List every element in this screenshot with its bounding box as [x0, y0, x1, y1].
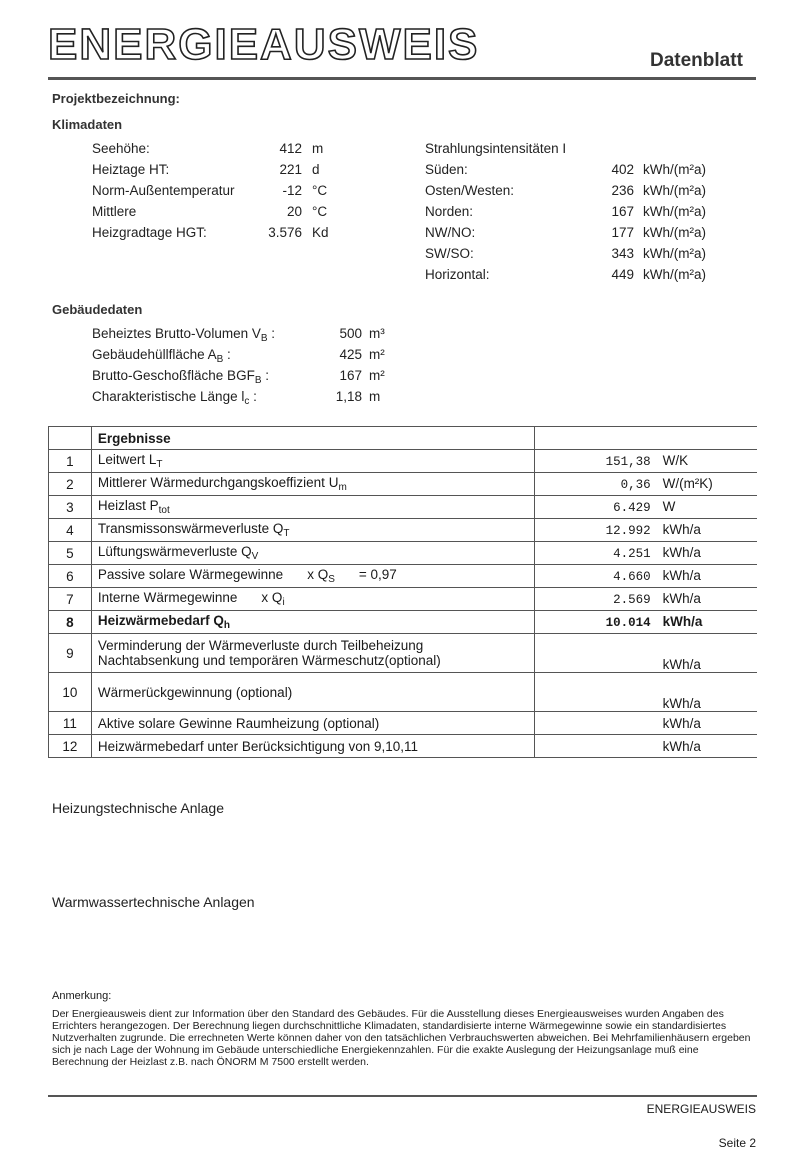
- row-label-text: Passive solare Wärmegewinne: [97, 567, 284, 582]
- strahlung-value: 236: [611, 183, 634, 198]
- row-label-text: Interne Wärmegewinne: [97, 590, 238, 605]
- gebaeude-label-sub: c: [244, 396, 250, 407]
- row-label-text: Wärmerückgewinnung (optional): [97, 684, 293, 700]
- row-unit: W: [662, 499, 676, 514]
- row-unit: kWh/a: [662, 715, 701, 731]
- row-number: 5: [49, 542, 92, 565]
- row-value: 4.251: [613, 547, 651, 561]
- anmerkung-heading: Anmerkung:: [52, 990, 112, 1002]
- strahlung-unit: kWh/(m²a): [643, 204, 706, 219]
- row-label-sub: h: [223, 620, 230, 631]
- row-unit: kWh/a: [662, 545, 701, 560]
- row-label: [91, 712, 534, 735]
- row-label: [91, 588, 534, 611]
- row-label-sub: T: [283, 528, 290, 539]
- row-label-sub: m: [338, 482, 347, 493]
- klima-unit: d: [312, 162, 320, 177]
- strahlung-unit: kWh/(m²a): [643, 162, 706, 177]
- row-label: [91, 496, 534, 519]
- row-unit: kWh/a: [662, 568, 701, 583]
- table-row: [49, 473, 758, 496]
- gebaeude-value: 425: [339, 347, 362, 362]
- row-label: [91, 565, 534, 588]
- table-row: [49, 735, 758, 758]
- gebaeude-label-suffix: :: [267, 326, 276, 341]
- row-unit: kWh/a: [662, 614, 703, 629]
- row-label-line: [98, 716, 528, 731]
- gebaeude-label-sub: B: [260, 333, 268, 344]
- gebaeude-label-sub: B: [216, 354, 224, 365]
- results-header-num: [49, 427, 92, 450]
- row-unit: kWh/a: [662, 591, 701, 606]
- row-label-text: Lüftungswärmeverluste Q: [97, 544, 252, 559]
- row-value-cell: [534, 450, 757, 473]
- row-number: 4: [49, 519, 92, 542]
- row-value: 10.014: [605, 616, 651, 630]
- klima-unit: Kd: [312, 225, 329, 240]
- row-number: 1: [49, 450, 92, 473]
- table-row: [49, 450, 758, 473]
- table-row: [49, 565, 758, 588]
- strahlung-value: 343: [611, 246, 634, 261]
- row-number: 12: [49, 735, 92, 758]
- table-row: [49, 519, 758, 542]
- row-label-text: Aktive solare Gewinne Raumheizung (optional): [97, 715, 380, 731]
- klima-unit: °C: [312, 183, 328, 198]
- footer-divider: [48, 1095, 757, 1097]
- row-label: [91, 450, 534, 473]
- row-unit: kWh/a: [662, 738, 701, 754]
- row-label-text: Leitwert L: [97, 452, 157, 467]
- klima-label: Norm-Außentemperatur: [92, 183, 235, 198]
- klima-value: -12: [282, 183, 302, 198]
- strahlung-unit: kWh/(m²a): [643, 225, 706, 240]
- table-row: [49, 634, 758, 673]
- row-value: 4.660: [613, 570, 651, 584]
- row-value-cell: [534, 565, 757, 588]
- row-label-line: [98, 544, 528, 562]
- row-label-line: [98, 498, 528, 516]
- row-number: 9: [49, 634, 92, 673]
- row-label-factor-sub: S: [328, 574, 335, 585]
- heizung-label: Heizungstechnische Anlage: [52, 800, 225, 816]
- row-value: 12.992: [605, 524, 651, 538]
- row-unit: kWh/a: [662, 522, 701, 537]
- row-label-text: Heizwärmebedarf unter Berücksichtigung von 9,10,11: [97, 738, 419, 754]
- row-unit: W/(m²K): [662, 476, 713, 491]
- strahlung-label: NW/NO:: [425, 225, 476, 240]
- row-label: [91, 634, 534, 673]
- document-subtitle: Datenblatt: [650, 50, 743, 71]
- row-value-cell: [534, 673, 757, 712]
- strahlung-unit: kWh/(m²a): [643, 246, 706, 261]
- row-label-line: [98, 613, 528, 631]
- gebaeude-value: 500: [339, 326, 362, 341]
- gebaeude-unit: m: [369, 389, 381, 404]
- klima-value: 3.576: [268, 225, 302, 240]
- klimadaten-heading: Klimadaten: [52, 117, 123, 132]
- gebaeudedaten-heading: Gebäudedaten: [52, 302, 143, 317]
- strahlung-label: Norden:: [425, 204, 474, 219]
- table-row: [49, 588, 758, 611]
- strahlung-heading: Strahlungsintensitäten I: [425, 141, 567, 156]
- results-heading: Ergebnisse: [91, 427, 534, 450]
- gebaeude-label: [92, 389, 257, 407]
- row-label-text: Transmissonswärmeverluste Q: [97, 521, 284, 536]
- row-label-text: Mittlerer Wärmedurchgangskoeffizient U: [97, 475, 339, 490]
- gebaeude-label-text: Brutto-Geschoßfläche BGF: [92, 368, 255, 383]
- row-number: 10: [49, 673, 92, 712]
- row-label-text: Heizwärmebedarf Q: [97, 613, 224, 628]
- project-label: Projektbezeichnung:: [52, 91, 180, 106]
- row-value-cell: [534, 611, 757, 634]
- row-label-factor-value: = 0,97: [358, 567, 397, 582]
- row-label: [91, 611, 534, 634]
- table-row: [49, 673, 758, 712]
- row-value: 0,36: [620, 478, 651, 492]
- warmwasser-label: Warmwassertechnische Anlagen: [52, 894, 255, 910]
- table-row: [49, 542, 758, 565]
- row-value-cell: [534, 473, 757, 496]
- strahlung-label: Süden:: [425, 162, 468, 177]
- gebaeude-label-text: Gebäudehüllfläche A: [92, 347, 217, 362]
- gebaeude-unit: m³: [369, 326, 385, 341]
- row-number: 3: [49, 496, 92, 519]
- klima-value: 20: [286, 204, 302, 219]
- klima-label: Mittlere: [92, 204, 137, 219]
- row-label-factor-sub: i: [282, 597, 285, 608]
- row-unit: kWh/a: [662, 696, 701, 711]
- row-value: 2.569: [613, 593, 651, 607]
- row-label-line2: Nachtabsenkung und temporären Wärmeschutz(optional): [97, 653, 441, 668]
- row-value-cell: [534, 496, 757, 519]
- row-label-text: Heizlast P: [97, 498, 159, 513]
- klima-label: Heizgradtage HGT:: [92, 225, 207, 240]
- klima-value: 221: [279, 162, 302, 177]
- gebaeude-label-suffix: :: [261, 368, 269, 383]
- strahlung-unit: kWh/(m²a): [643, 183, 706, 198]
- klima-value: 412: [279, 141, 302, 156]
- row-value-cell: [534, 712, 757, 735]
- gebaeude-label: [92, 368, 269, 386]
- results-table: [48, 426, 757, 758]
- strahlung-unit: kWh/(m²a): [643, 267, 706, 282]
- row-value: 151,38: [605, 455, 651, 469]
- gebaeude-unit: m²: [369, 347, 385, 362]
- row-number: 11: [49, 712, 92, 735]
- strahlung-value: 402: [611, 162, 634, 177]
- row-number: 7: [49, 588, 92, 611]
- page-number: Seite 2: [718, 1136, 756, 1150]
- strahlung-label: Osten/Westen:: [425, 183, 515, 198]
- strahlung-value: 449: [611, 267, 634, 282]
- row-unit: kWh/a: [662, 657, 701, 672]
- gebaeude-label-text: Beheiztes Brutto-Volumen V: [92, 326, 261, 341]
- row-label-sub: T: [156, 459, 163, 470]
- strahlung-label: Horizontal:: [425, 267, 490, 282]
- row-label-line: [98, 521, 528, 539]
- row-label: [91, 542, 534, 565]
- table-row: [49, 496, 758, 519]
- row-label-text: Verminderung der Wärmeverluste durch Teilbeheizung: [97, 638, 424, 653]
- row-value-cell: [534, 735, 757, 758]
- row-label-sub: V: [251, 551, 259, 562]
- row-label-line: [98, 475, 528, 493]
- row-number: 8: [49, 611, 92, 634]
- row-value-cell: [534, 588, 757, 611]
- strahlung-value: 167: [611, 204, 634, 219]
- row-label-line: [98, 685, 528, 700]
- strahlung-label: SW/SO:: [425, 246, 474, 261]
- klima-label: Seehöhe:: [92, 141, 150, 156]
- row-label-factor: x Q: [307, 567, 329, 582]
- row-value-cell: [534, 519, 757, 542]
- row-unit: W/K: [662, 453, 689, 468]
- gebaeude-label: [92, 347, 231, 365]
- row-label-factor: x Q: [261, 590, 283, 605]
- document-title: ENERGIEAUSWEIS: [48, 20, 480, 69]
- row-label: [91, 673, 534, 712]
- row-label: [91, 519, 534, 542]
- gebaeude-label: [92, 326, 275, 344]
- gebaeude-value: 1,18: [335, 389, 362, 404]
- row-label-line: [98, 452, 528, 470]
- gebaeude-unit: m²: [369, 368, 385, 383]
- row-label-line: [98, 590, 528, 608]
- row-label: [91, 735, 534, 758]
- gebaeude-label-suffix: :: [249, 389, 257, 404]
- row-value: 6.429: [613, 501, 651, 515]
- row-label-line: [98, 739, 528, 754]
- results-header-value: [534, 427, 757, 450]
- header-divider: [48, 77, 756, 80]
- anmerkung-text: Der Energieausweis dient zur Information über den Standard des Gebäudes. Für die Ausstellung dieses Energieausweises wurden Angaben des Errichters herangezogen. Der Berechnung liegen durchschnittliche Klimadaten, standardisierte interne Wärmegewinne sowie ein standardisiertes Nutzverhalten zugrunde. Die errechneten Werte können daher von den tatsächlichen Verbrauchswerten abweichen. Bei Mehrfamilienhäusern ergeben sich je nach Lage der Wohnung im Gebäude unterschiedliche Energiekennzahlen. Für die exakte Auslegung der Heizungsanlage muß eine Berechnung der Heizlast z.B. nach ÖNORM M 7500 erstellt werden.: [52, 1008, 751, 1068]
- table-row: [49, 712, 758, 735]
- row-number: 2: [49, 473, 92, 496]
- gebaeude-label-sub: B: [254, 375, 262, 386]
- gebaeude-value: 167: [339, 368, 362, 383]
- table-row: [49, 611, 758, 634]
- row-value-cell: [534, 542, 757, 565]
- row-value-cell: [534, 634, 757, 673]
- row-label-line: [98, 638, 528, 653]
- klima-label: Heiztage HT:: [92, 162, 170, 177]
- row-label: [91, 473, 534, 496]
- row-label-sub: tot: [158, 505, 170, 516]
- strahlung-value: 177: [611, 225, 634, 240]
- klima-unit: °C: [312, 204, 328, 219]
- results-header-row: [49, 427, 758, 450]
- row-number: 6: [49, 565, 92, 588]
- gebaeude-label-text: Charakteristische Länge l: [92, 389, 245, 404]
- row-label-line: [98, 567, 528, 585]
- footer-title: ENERGIEAUSWEIS: [646, 1102, 756, 1116]
- klima-unit: m: [312, 141, 324, 156]
- gebaeude-label-suffix: :: [223, 347, 231, 362]
